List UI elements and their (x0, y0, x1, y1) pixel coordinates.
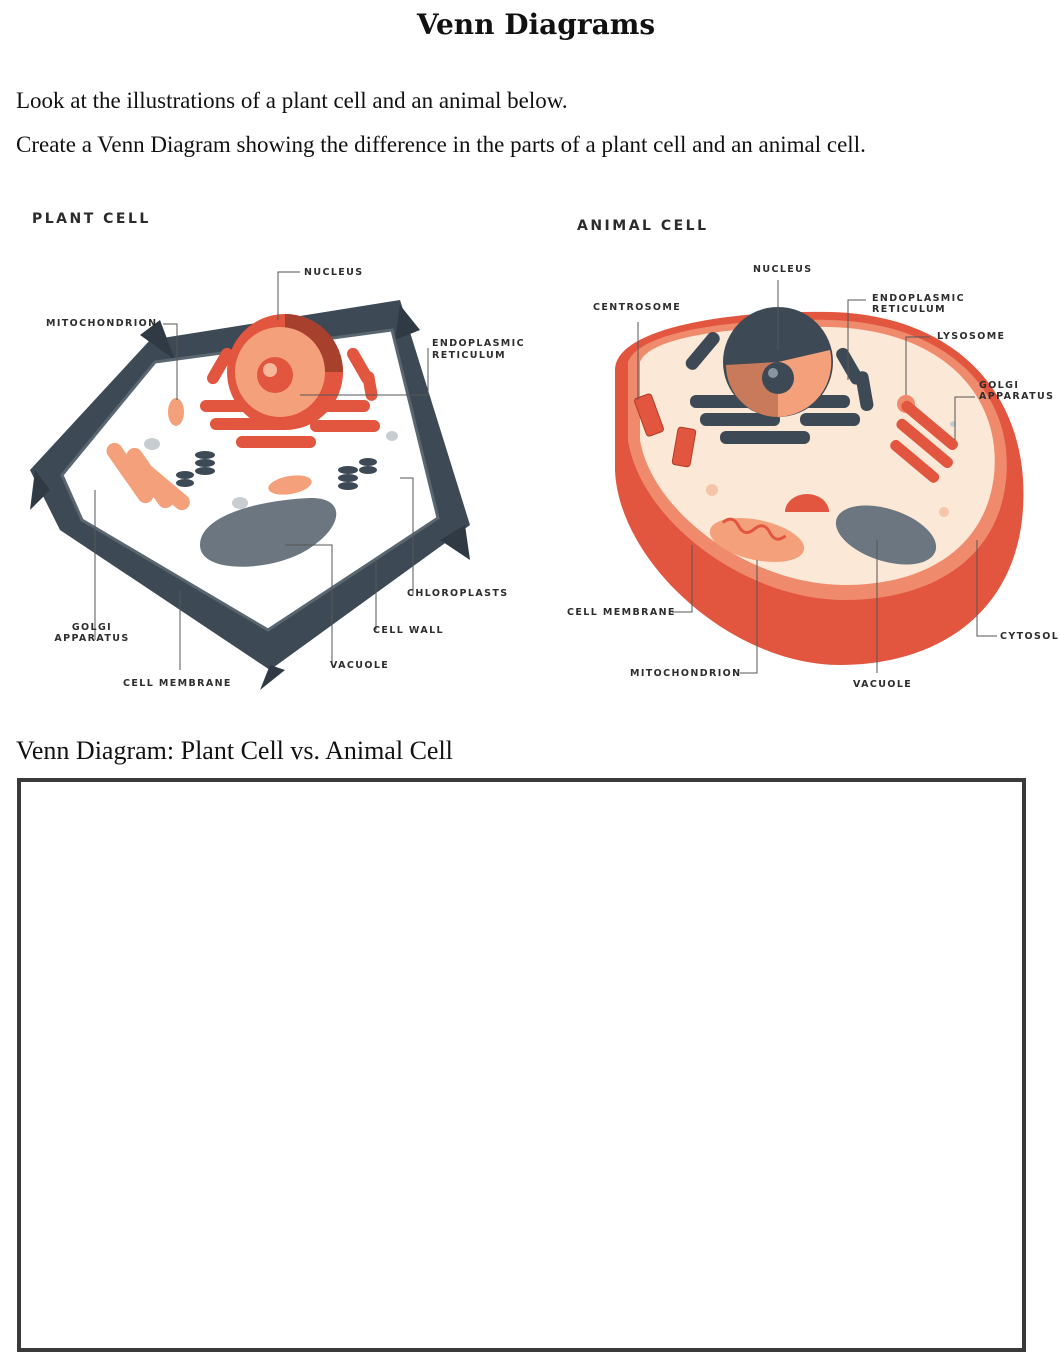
plant-label-mitochondrion: MITOCHONDRION (46, 318, 158, 329)
animal-label-mitochondrion: MITOCHONDRION (630, 668, 742, 679)
plant-label-er-line-1: ENDOPLASMIC (432, 338, 525, 349)
animal-label-centrosome: CENTROSOME (593, 302, 682, 313)
instruction-line-1: Look at the illustrations of a plant cell and an animal below. (16, 88, 568, 113)
plant-mitochondrion (168, 398, 184, 426)
page-title: Venn Diagrams (416, 8, 656, 41)
animal-label-golgi-line-1: GOLGI (979, 380, 1020, 391)
animal-label-cell-membrane: CELL MEMBRANE (567, 607, 676, 618)
instruction-line-2: Create a Venn Diagram showing the difference in the parts of a plant cell and an animal cell. (16, 132, 866, 157)
animal-label-lysosome: LYSOSOME (937, 331, 1006, 342)
plant-label-chloroplasts: CHLOROPLASTS (407, 588, 509, 599)
plant-label-golgi-line-1: GOLGI (71, 622, 113, 633)
animal-label-vacuole: VACUOLE (853, 679, 913, 690)
plant-label-er-line-2: RETICULUM (432, 350, 506, 361)
animal-label-er-line-2: RETICULUM (872, 304, 946, 315)
animal-label-nucleus: NUCLEUS (753, 264, 813, 275)
venn-answer-box[interactable] (17, 778, 1026, 1352)
venn-diagram-title: Venn Diagram: Plant Cell vs. Animal Cell (16, 736, 453, 765)
animal-label-er-line-1: ENDOPLASMIC (872, 293, 965, 304)
plant-label-golgi-line-2: APPARATUS (54, 633, 130, 644)
plant-label-cell-membrane: CELL MEMBRANE (123, 678, 232, 689)
plant-label-vacuole: VACUOLE (330, 660, 390, 671)
animal-cell-title: ANIMAL CELL (577, 218, 709, 234)
plant-label-nucleus: NUCLEUS (304, 267, 364, 278)
animal-label-golgi-line-2: APPARATUS (979, 391, 1055, 402)
animal-label-cytosol: CYTOSOL (1000, 631, 1060, 642)
plant-cell-title: PLANT CELL (32, 211, 151, 227)
plant-label-cell-wall: CELL WALL (373, 625, 444, 636)
